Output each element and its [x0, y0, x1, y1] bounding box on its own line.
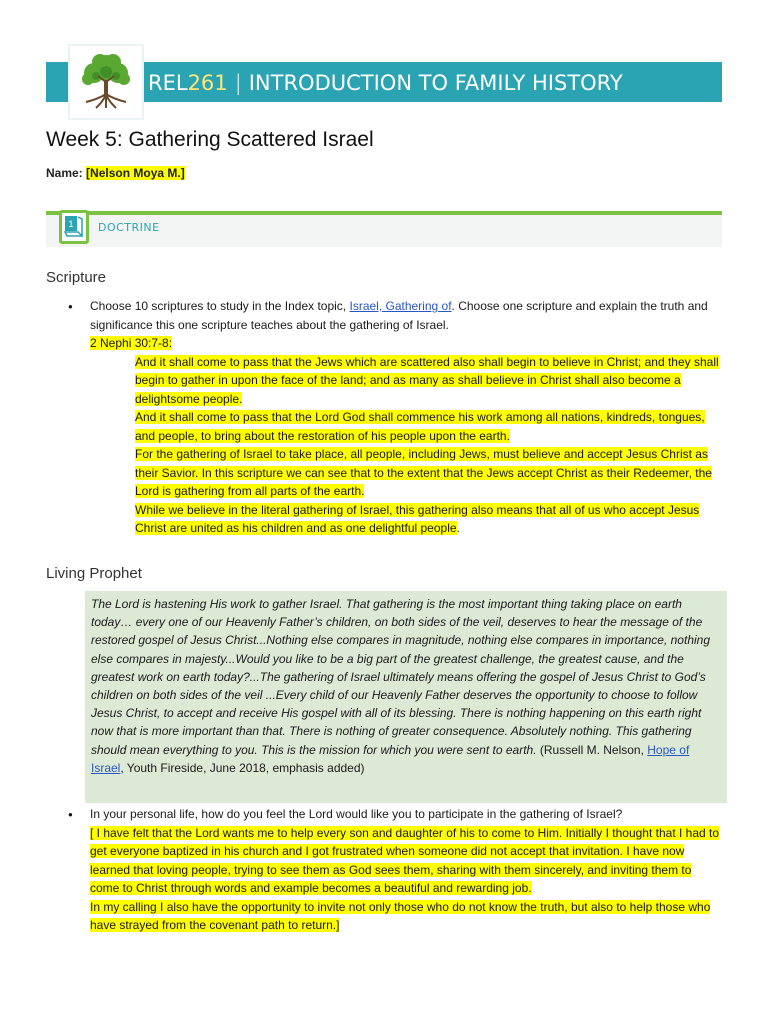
name-label: Name: — [46, 166, 83, 180]
scripture-prompt — [90, 297, 720, 334]
scripture-verse-7 — [90, 353, 720, 409]
answer-text: In my calling I also have the opportunity to invite not only those who do not know the truth, but also to help those who have strayed from the covenant path to return.] — [90, 899, 711, 932]
prophet-question: In your personal life, how do you feel the Lord would like you to participate in the gathering of Israel? — [90, 807, 623, 821]
answer-paragraph-2 — [90, 898, 720, 935]
svg-text:1: 1 — [68, 219, 74, 229]
prophet-question-block — [90, 805, 720, 935]
book-icon — [59, 210, 89, 244]
prompt-text-end: . Choose one scripture and explain the truth and significance this one scripture teaches about the gathering of Israel. — [90, 299, 708, 332]
scripture-heading: Scripture — [46, 269, 107, 286]
verse-text: And it shall come to pass that the Jews which are scattered also shall begin to believe in Christ; and they shall begin to gather in upon the face of the land; and as many as shall believe in Christ shall also become a delightsome people. — [135, 354, 719, 406]
name-value: [Nelson Moya M.] — [86, 166, 185, 180]
prompt-text: Choose 10 scriptures to study in the Index topic, — [90, 299, 350, 313]
quote-text: The Lord is hastening His work to gather Israel. That gathering is the most important thing taking place on earth today… every one of our Heavenly Father’s children, on both sides of the veil, deserves to hear the message of the restored gospel of Jesus Christ...Nothing else compares in magnitude, nothing else compares in importance, nothing else compares in majesty...Would you like to be a big part of the greatest challenge, the greatest cause, and the greatest work on earth today?...The gathering of Israel ultimately means offering the gospel of Jesus Christ to God’s children on both sides of the veil ...Every child of our Heavenly Father deserves the opportunity to choose to follow Jesus Christ, to accept and receive His gospel with all of its blessing. There is nothing happening on this earth right now that is more important than that. There is nothing of greater consequence. Absolutely nothing. This gathering should mean everything to you. This is the mission for which you were sent to earth. — [91, 597, 711, 757]
course-number: 261 — [187, 71, 228, 95]
course-title — [148, 66, 623, 100]
scripture-answer — [90, 334, 720, 353]
scripture-explanation-1 — [90, 445, 720, 501]
hope-of-israel-link[interactable]: Hope of Israel — [91, 742, 690, 775]
doctrine-label: DOCTRINE — [98, 221, 160, 234]
verse-text: And it shall come to pass that the Lord God shall commence his work among all nations, kindreds, tongues, and people, to bring about the restoration of his people upon the earth. — [135, 410, 705, 443]
answer-text: [ I have felt that the Lord wants me to help every son and daughter of his to come to Him. Initially I thought that I had to get everyone baptized in his church and I got frustrated when someone did not accept that invitation. I have now learned that loving people, trying to see them as God sees them, sharing with them sincerely, and inviting them to come to Christ through words and example becomes a beautiful and rewarding job. — [90, 825, 720, 895]
name-line — [46, 166, 185, 180]
answer-paragraph-1 — [90, 824, 720, 898]
citation-text-end: , Youth Fireside, June 2018, emphasis added) — [120, 760, 365, 775]
tree-logo-icon — [70, 46, 142, 118]
scripture-content — [90, 297, 720, 538]
scripture-explanation-2 — [90, 501, 720, 538]
scripture-reference: 2 Nephi 30:7-8: — [90, 336, 173, 350]
prophet-quote — [91, 595, 723, 777]
page-title: Week 5: Gathering Scattered Israel — [46, 128, 374, 151]
explanation-end: . — [456, 521, 460, 535]
course-code: REL — [148, 71, 188, 95]
index-topic-link[interactable]: Israel, Gathering of — [349, 299, 452, 313]
living-prophet-heading: Living Prophet — [46, 565, 142, 582]
explanation-text: For the gathering of Israel to take place, all people, including Jews, must believe and accept Jesus Christ as their Savior. In this scripture we can see that to the extent that the Jews accept Christ as their Redeemer, the Lord is gathering from all parts of the earth. — [135, 447, 712, 498]
course-title-text: INTRODUCTION TO FAMILY HISTORY — [248, 71, 623, 95]
citation-text: (Russell M. Nelson, — [536, 742, 648, 757]
explanation-text: While we believe in the literal gathering of Israel, this gathering also means that all of us who accept Jesus Christ are united as his children and as one delightful people — [135, 502, 700, 535]
bullet-icon: ● — [68, 302, 73, 311]
scripture-verse-8 — [90, 408, 720, 445]
title-separator: | — [234, 71, 242, 95]
bullet-icon: ● — [68, 810, 73, 819]
